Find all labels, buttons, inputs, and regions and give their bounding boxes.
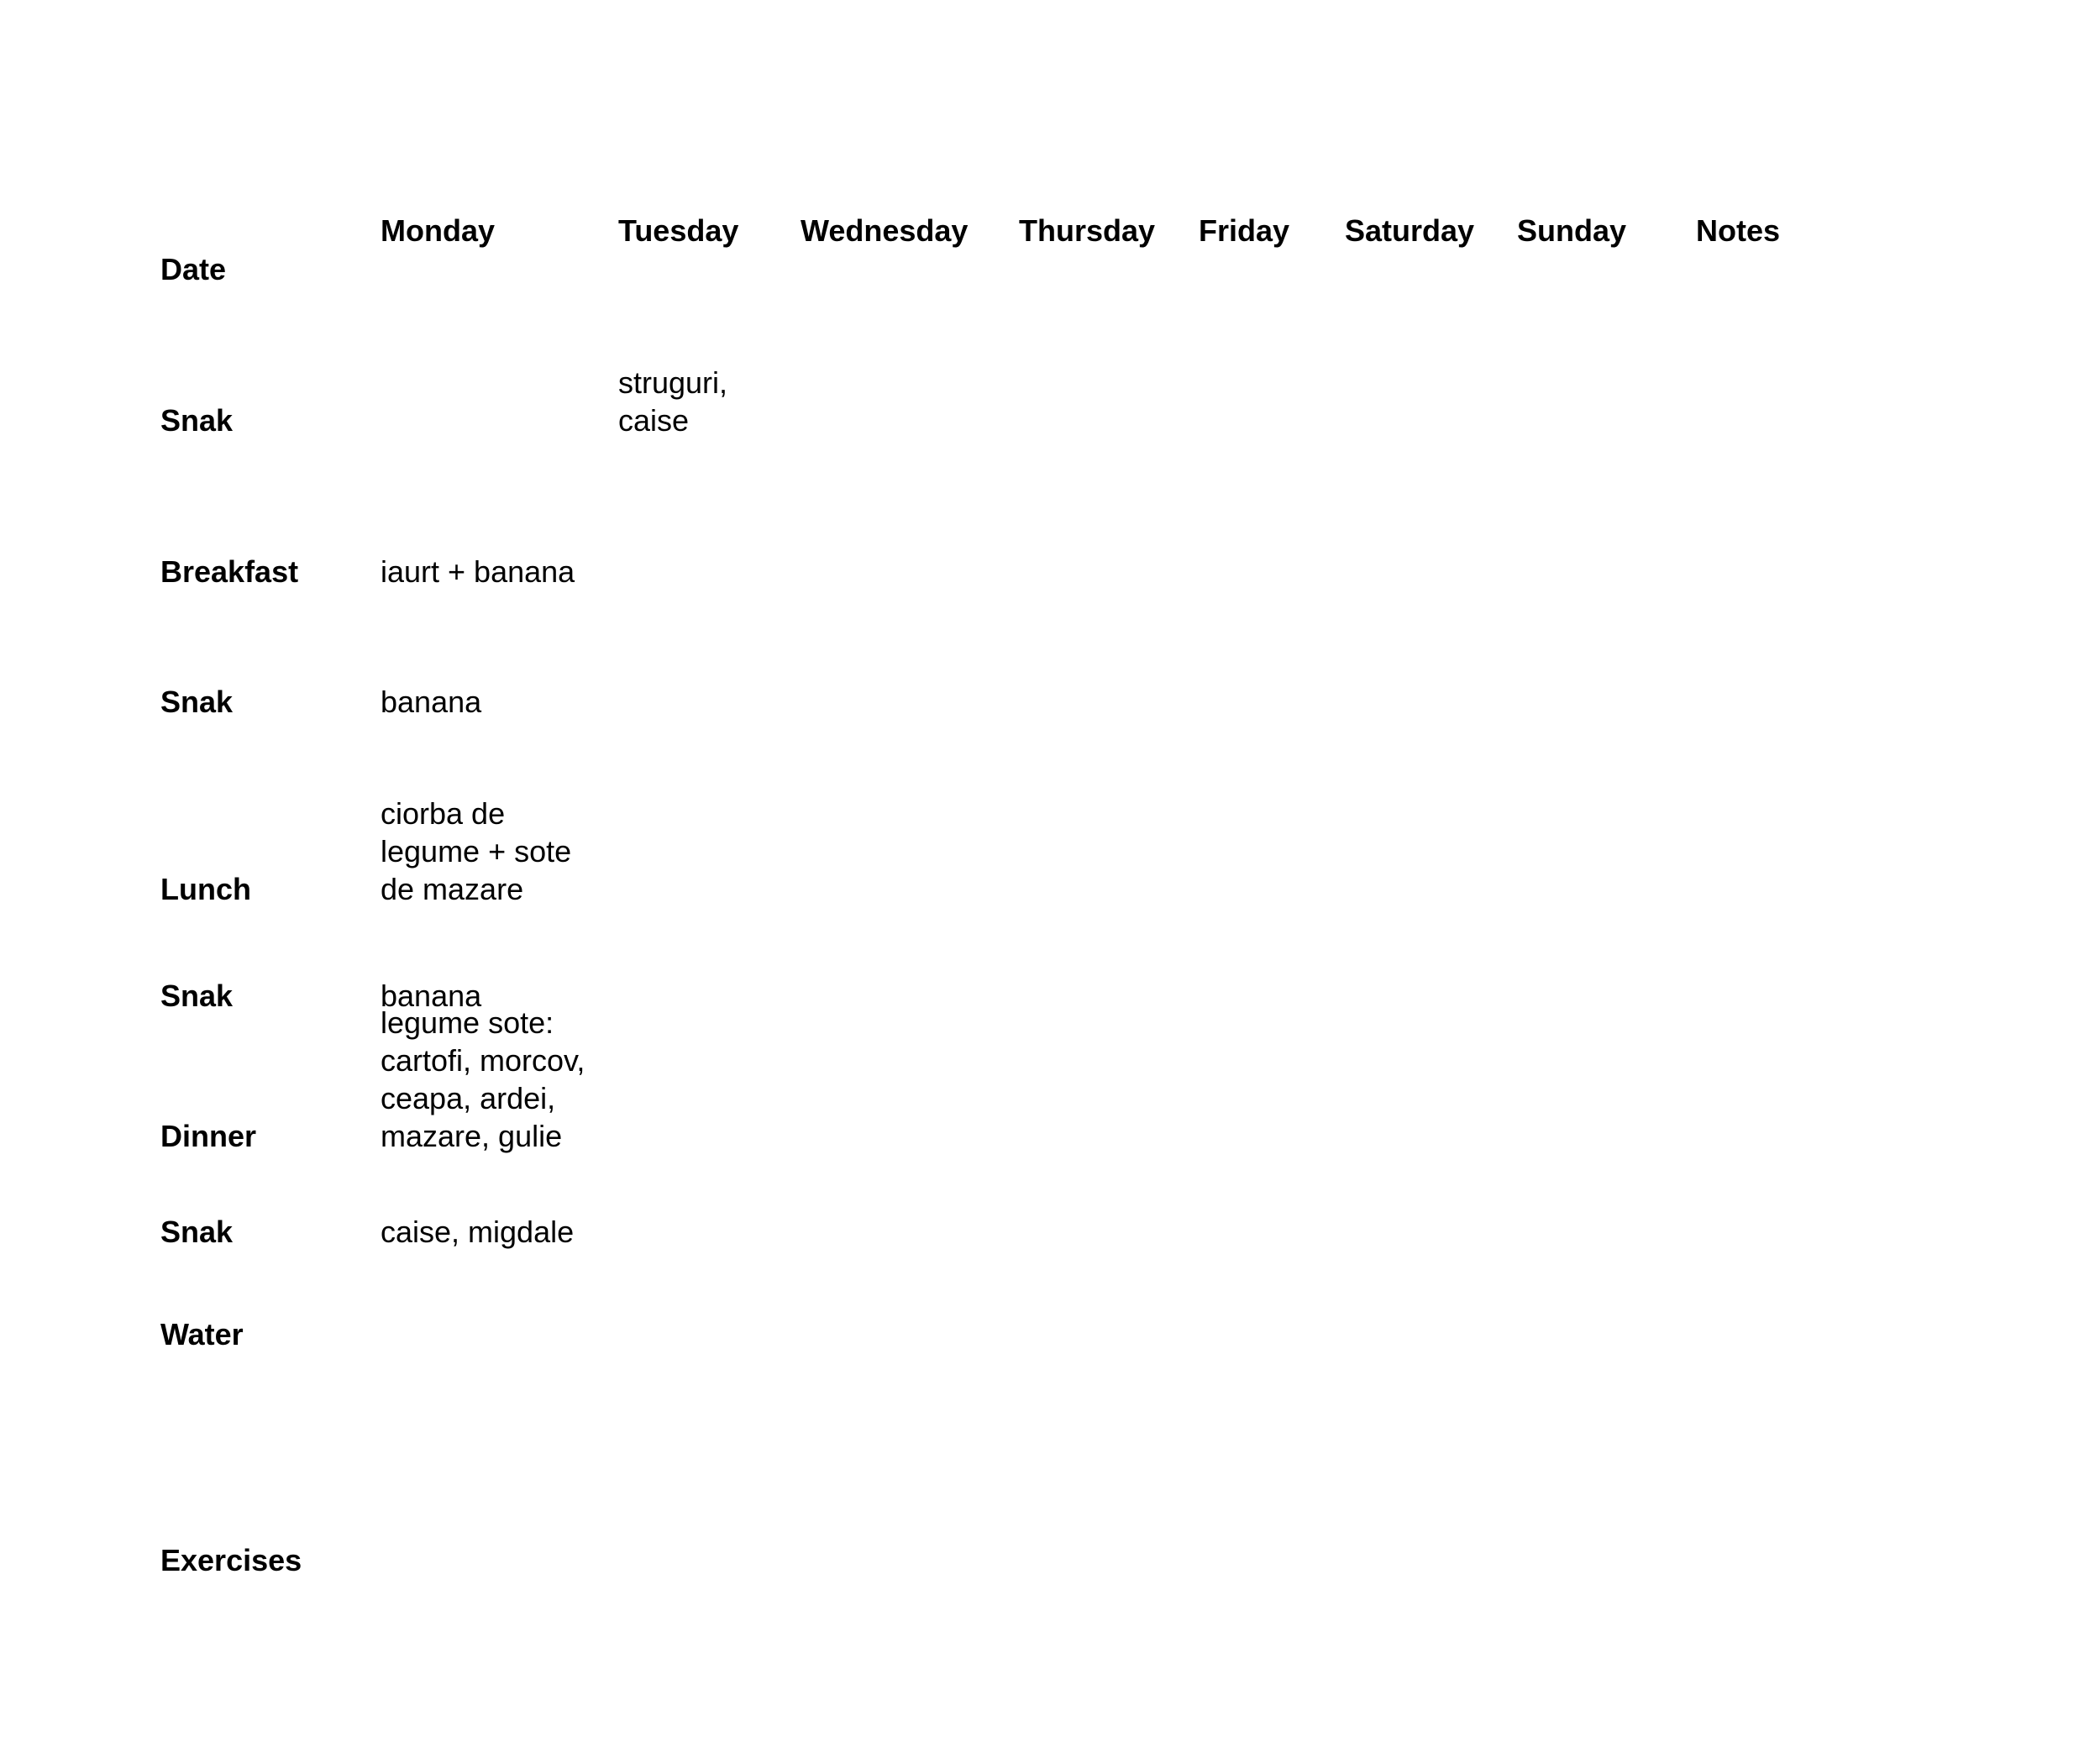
- row-label-water: Water: [160, 1317, 244, 1351]
- header-wednesday: Wednesday: [801, 213, 969, 248]
- header-tuesday: Tuesday: [618, 213, 739, 248]
- entry-tuesday-snack-early: struguri, caise: [618, 365, 728, 438]
- entry-monday-breakfast: iaurt + banana: [381, 554, 575, 589]
- row-label-snack-afternoon: Snak: [160, 979, 234, 1013]
- row-label-dinner: Dinner: [160, 1119, 257, 1153]
- header-thursday: Thursday: [1019, 213, 1156, 248]
- row-label-snack-morning: Snak: [160, 685, 234, 719]
- row-label-snack-early: Snak: [160, 403, 234, 438]
- row-label-breakfast: Breakfast: [160, 554, 299, 589]
- row-label-date: Date: [160, 252, 227, 286]
- header-friday: Friday: [1199, 213, 1290, 248]
- row-label-exercises: Exercises: [160, 1543, 302, 1577]
- entry-monday-snack-evening: caise, migdale: [381, 1215, 575, 1249]
- header-monday: Monday: [381, 213, 496, 248]
- entry-monday-lunch: ciorba de legume + sote de mazare: [381, 796, 572, 906]
- header-sunday: Sunday: [1517, 213, 1627, 248]
- entry-monday-snack-afternoon: banana: [381, 979, 482, 1013]
- header-saturday: Saturday: [1345, 213, 1475, 248]
- header-notes: Notes: [1696, 213, 1781, 248]
- row-label-snack-evening: Snak: [160, 1215, 234, 1249]
- row-label-lunch: Lunch: [160, 872, 251, 906]
- entry-monday-snack-morning: banana: [381, 685, 482, 719]
- entry-monday-dinner: legume sote: cartofi, morcov, ceapa, ardei, mazare, gulie: [381, 1005, 585, 1153]
